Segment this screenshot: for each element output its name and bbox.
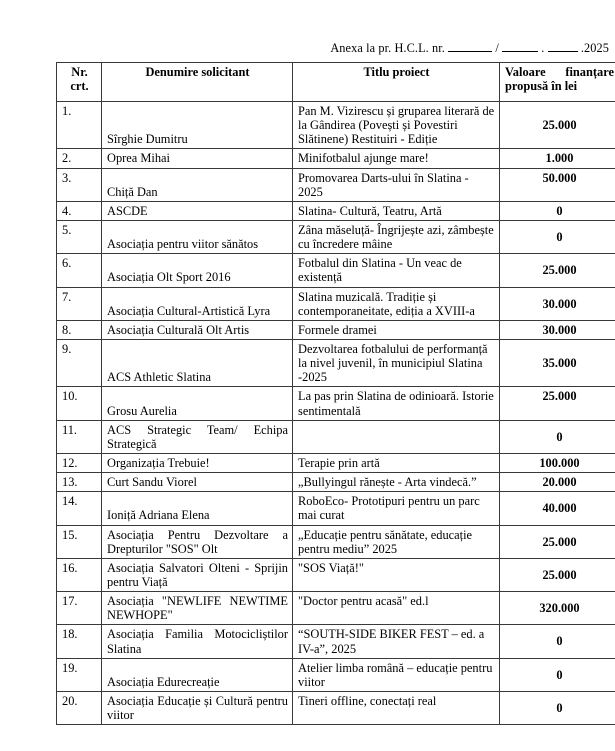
cell-project-title: Zâna măseluță- Îngrijește azi, zâmbește cu încredere mâine <box>293 220 500 253</box>
cell-proposed-funding-value: 25.000 <box>500 102 615 149</box>
column-header-denumire-solicitant: Denumire solicitant <box>102 63 293 102</box>
cell-project-title: Atelier limba română – educație pentru viitor <box>293 658 500 691</box>
cell-proposed-funding-value: 25.000 <box>500 387 615 420</box>
cell-proposed-funding-value: 25.000 <box>500 558 615 591</box>
cell-proposed-funding-value: 25.000 <box>500 525 615 558</box>
column-header-nr-line1: Nr. <box>71 65 88 79</box>
cell-proposed-funding-value: 0 <box>500 625 615 658</box>
cell-row-number: 5. <box>57 220 102 253</box>
annex-month-blank <box>548 51 578 52</box>
cell-project-title: "SOS Viață!" <box>293 558 500 591</box>
cell-proposed-funding-value: 20.000 <box>500 473 615 492</box>
cell-project-title <box>293 420 500 453</box>
cell-row-number: 17. <box>57 592 102 625</box>
cell-project-title: Pan M. Vizirescu și gruparea literară de la Gândirea (Povești și Povestiri Slătinene) Restituiri - Ediție <box>293 102 500 149</box>
cell-row-number: 2. <box>57 149 102 168</box>
column-header-nr-crt <box>57 63 102 102</box>
cell-proposed-funding-value: 100.000 <box>500 453 615 472</box>
cell-applicant-name: Organizația Trebuie! <box>102 453 293 472</box>
table-body <box>57 102 615 725</box>
cell-applicant-name: Grosu Aurelia <box>102 387 293 420</box>
cell-applicant-name: Sîrghie Dumitru <box>102 102 293 149</box>
cell-project-title: La pas prin Slatina de odinioară. Istorie sentimentală <box>293 387 500 420</box>
cell-project-title: Terapie prin artă <box>293 453 500 472</box>
cell-applicant-name: ASCDE <box>102 201 293 220</box>
cell-project-title: Formele dramei <box>293 320 500 339</box>
cell-proposed-funding-value: 0 <box>500 420 615 453</box>
table-row <box>57 691 615 724</box>
cell-applicant-name: Asociația "NEWLIFE NEWTIME NEWHOPE" <box>102 592 293 625</box>
cell-row-number: 9. <box>57 339 102 386</box>
table-row <box>57 387 615 420</box>
cell-applicant-name: Asociația Educație și Cultură pentru viitor <box>102 691 293 724</box>
cell-proposed-funding-value: 50.000 <box>500 168 615 201</box>
cell-applicant-name: ACS Strategic Team/ Echipa Strategică <box>102 420 293 453</box>
table-header <box>57 63 615 102</box>
cell-proposed-funding-value: 0 <box>500 201 615 220</box>
cell-proposed-funding-value: 0 <box>500 220 615 253</box>
cell-row-number: 3. <box>57 168 102 201</box>
cell-project-title: Minifotbalul ajunge mare! <box>293 149 500 168</box>
table-row <box>57 420 615 453</box>
cell-applicant-name: Asociația Cultural-Artistică Lyra <box>102 287 293 320</box>
cell-proposed-funding-value: 30.000 <box>500 287 615 320</box>
table-row <box>57 102 615 149</box>
cell-row-number: 10. <box>57 387 102 420</box>
table-row <box>57 558 615 591</box>
cell-row-number: 20. <box>57 691 102 724</box>
column-header-titlu-proiect: Titlu proiect <box>293 63 500 102</box>
table-row <box>57 149 615 168</box>
cell-applicant-name: Oprea Mihai <box>102 149 293 168</box>
annex-separator-slash: / <box>495 41 499 55</box>
cell-applicant-name: ACS Athletic Slatina <box>102 339 293 386</box>
cell-applicant-name: Asociația Culturală Olt Artis <box>102 320 293 339</box>
table-row <box>57 625 615 658</box>
cell-row-number: 16. <box>57 558 102 591</box>
annex-reference-line <box>0 41 609 56</box>
cell-project-title: Tineri offline, conectați real <box>293 691 500 724</box>
cell-project-title: „Educație pentru sănătate, educație pentru mediu” 2025 <box>293 525 500 558</box>
table-row <box>57 453 615 472</box>
annex-prefix-text: Anexa la pr. H.C.L. nr. <box>330 41 445 55</box>
table-row <box>57 254 615 287</box>
cell-project-title: Dezvoltarea fotbalului de performanță la nivel juvenil, în municipiul Slatina -2025 <box>293 339 500 386</box>
cell-project-title: "Doctor pentru acasă" ed.l <box>293 592 500 625</box>
cell-row-number: 18. <box>57 625 102 658</box>
cell-row-number: 12. <box>57 453 102 472</box>
cell-row-number: 14. <box>57 492 102 525</box>
cell-proposed-funding-value: 0 <box>500 691 615 724</box>
annex-separator-dot: . <box>541 41 545 55</box>
funding-proposals-table <box>56 62 615 725</box>
column-header-valoare-finantare <box>500 63 615 102</box>
cell-row-number: 15. <box>57 525 102 558</box>
cell-proposed-funding-value: 1.000 <box>500 149 615 168</box>
cell-proposed-funding-value: 35.000 <box>500 339 615 386</box>
table-row <box>57 658 615 691</box>
cell-applicant-name: Asociația pentru viitor sănătos <box>102 220 293 253</box>
cell-project-title: Slatina muzicală. Tradiție și contemporaneitate, ediția a XVIII-a <box>293 287 500 320</box>
cell-applicant-name: Ioniță Adriana Elena <box>102 492 293 525</box>
cell-proposed-funding-value: 25.000 <box>500 254 615 287</box>
cell-row-number: 1. <box>57 102 102 149</box>
cell-proposed-funding-value: 40.000 <box>500 492 615 525</box>
cell-project-title: Slatina- Cultură, Teatru, Artă <box>293 201 500 220</box>
cell-applicant-name: Chiță Dan <box>102 168 293 201</box>
cell-applicant-name: Asociația Salvatori Olteni - Sprijin pentru Viață <box>102 558 293 591</box>
annex-year-text: .2025 <box>580 41 609 55</box>
cell-row-number: 7. <box>57 287 102 320</box>
column-header-nr-line2: crt. <box>70 79 89 94</box>
cell-applicant-name: Curt Sandu Viorel <box>102 473 293 492</box>
table-row <box>57 220 615 253</box>
cell-project-title: Fotbalul din Slatina - Un veac de existență <box>293 254 500 287</box>
table-row <box>57 492 615 525</box>
cell-project-title: RoboEco- Prototipuri pentru un parc mai curat <box>293 492 500 525</box>
cell-row-number: 11. <box>57 420 102 453</box>
table-row <box>57 201 615 220</box>
table-row <box>57 592 615 625</box>
table-row <box>57 339 615 386</box>
column-header-valoare-line1: Valoare finanțare <box>505 65 614 79</box>
cell-row-number: 6. <box>57 254 102 287</box>
table-row <box>57 320 615 339</box>
cell-applicant-name: Asociația Pentru Dezvoltare a Drepturilor "SOS" Olt <box>102 525 293 558</box>
cell-project-title: Promovarea Darts-ului în Slatina - 2025 <box>293 168 500 201</box>
table-row <box>57 525 615 558</box>
table-header-row <box>57 63 615 102</box>
cell-project-title: „Bullyingul rănește - Arta vindecă.” <box>293 473 500 492</box>
annex-day-blank <box>502 51 538 52</box>
table-row <box>57 287 615 320</box>
table-row <box>57 473 615 492</box>
annex-number-blank <box>448 51 492 52</box>
column-header-valoare-line2: propusă în lei <box>505 79 578 94</box>
cell-applicant-name: Asociația Olt Sport 2016 <box>102 254 293 287</box>
table-row <box>57 168 615 201</box>
cell-project-title: “SOUTH-SIDE BIKER FEST – ed. a IV-a”, 2025 <box>293 625 500 658</box>
cell-proposed-funding-value: 320.000 <box>500 592 615 625</box>
cell-row-number: 8. <box>57 320 102 339</box>
cell-proposed-funding-value: 0 <box>500 658 615 691</box>
cell-proposed-funding-value: 30.000 <box>500 320 615 339</box>
cell-applicant-name: Asociația Familia Motocicliștilor Slatina <box>102 625 293 658</box>
cell-row-number: 4. <box>57 201 102 220</box>
cell-row-number: 19. <box>57 658 102 691</box>
cell-applicant-name: Asociația Edurecreație <box>102 658 293 691</box>
cell-row-number: 13. <box>57 473 102 492</box>
